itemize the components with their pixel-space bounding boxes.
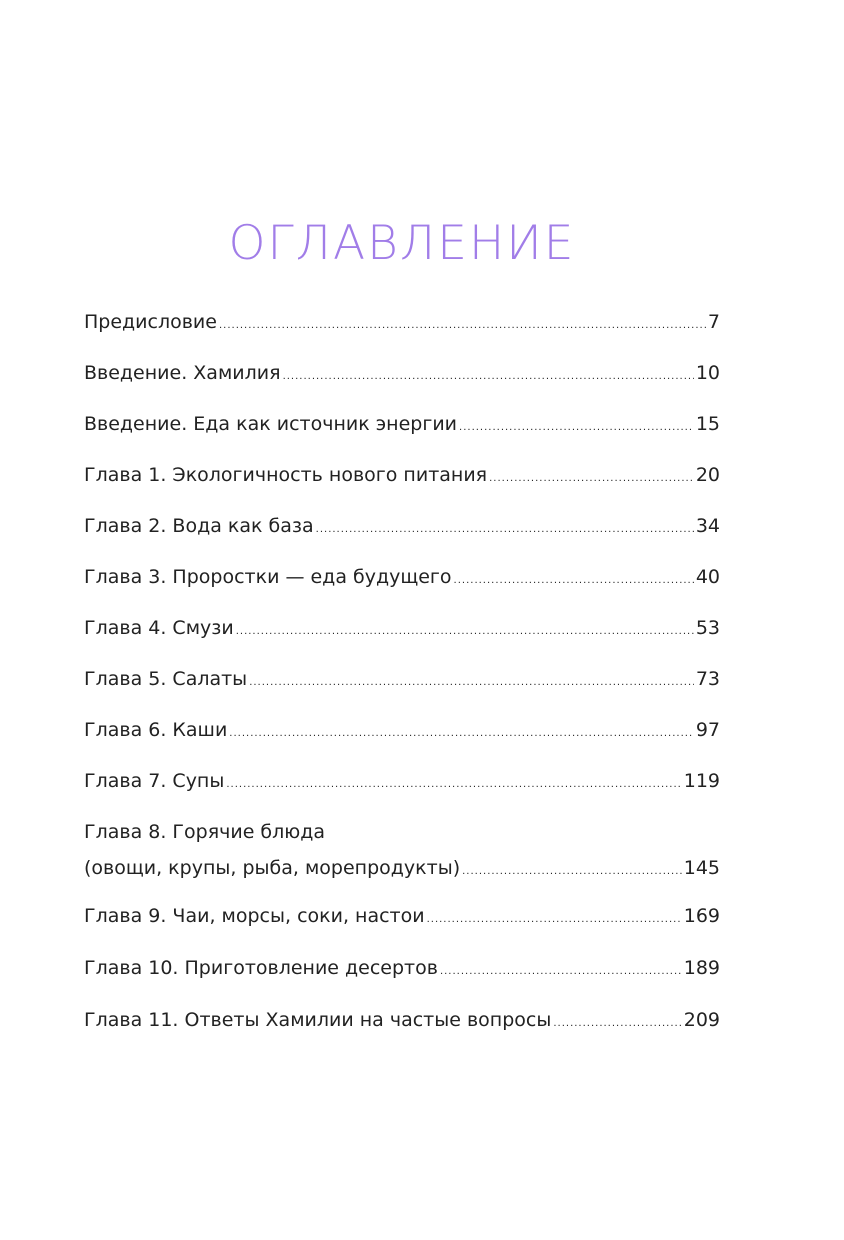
toc-entry-title-line1: Глава 8. Горячие блюда — [84, 821, 326, 843]
toc-entry-title: Глава 6. Каши — [84, 719, 228, 741]
toc-entry-title: Введение. Хамилия — [84, 362, 281, 384]
dot-leader — [236, 620, 694, 644]
toc-entry-title: Глава 3. Проростки — еда будущего — [84, 566, 452, 588]
dot-leader — [316, 518, 694, 542]
toc-entry-page: 7 — [707, 311, 720, 333]
toc-entry-page: 15 — [695, 413, 720, 435]
toc-entry[interactable] — [84, 667, 720, 695]
toc-entry[interactable] — [84, 412, 720, 440]
toc-entry-title: (овощи, крупы, рыба, морепродукты) — [84, 857, 461, 879]
toc-entry[interactable] — [84, 769, 720, 797]
dot-leader — [427, 908, 682, 932]
toc-entry-title: Глава 4. Смузи — [84, 617, 234, 639]
toc-entry[interactable] — [84, 820, 720, 884]
toc-entry-page: 53 — [695, 617, 720, 639]
toc-entry[interactable] — [84, 718, 720, 746]
toc-entry-page: 34 — [695, 515, 720, 537]
dot-leader — [249, 671, 694, 695]
dot-leader — [489, 467, 694, 491]
toc-entry-title: Глава 2. Вода как база — [84, 515, 314, 537]
toc-entry[interactable] — [84, 463, 720, 491]
toc-entry[interactable] — [84, 956, 720, 984]
toc-entry[interactable] — [84, 1008, 720, 1036]
dot-leader — [440, 960, 682, 984]
toc-entry-page: 169 — [683, 905, 720, 927]
toc-entry-title: Глава 5. Салаты — [84, 668, 248, 690]
toc-entry-title: Введение. Еда как источник энергии — [84, 413, 458, 435]
dot-leader — [454, 569, 694, 593]
toc-entry-page: 97 — [695, 719, 720, 741]
toc-entry-title: Предисловие — [84, 311, 217, 333]
dot-leader — [462, 860, 682, 884]
toc-entry[interactable] — [84, 904, 720, 932]
toc-entry-page: 189 — [683, 957, 720, 979]
toc-entry-page: 40 — [695, 566, 720, 588]
toc-entry-title: Глава 9. Чаи, морсы, соки, настои — [84, 905, 425, 927]
dot-leader — [219, 314, 706, 338]
toc-entry-title: Глава 1. Экологичность нового питания — [84, 464, 488, 486]
dot-leader — [229, 722, 694, 746]
dot-leader — [553, 1012, 681, 1036]
toc-entry[interactable] — [84, 310, 720, 338]
toc-entry-page: 73 — [695, 668, 720, 690]
toc-entry-page: 209 — [683, 1009, 720, 1031]
toc-entry-title: Глава 10. Приготовление десертов — [84, 957, 438, 979]
toc-entry-page: 20 — [695, 464, 720, 486]
toc-entry[interactable] — [84, 361, 720, 389]
toc-heading: ОГЛАВЛЕНИЕ — [228, 216, 576, 271]
toc-entry-page: 10 — [695, 362, 720, 384]
dot-leader — [283, 365, 694, 389]
toc-entry-page: 145 — [683, 857, 720, 879]
toc-entry[interactable] — [84, 565, 720, 593]
toc-entry-title: Глава 7. Супы — [84, 770, 225, 792]
toc-entry[interactable] — [84, 616, 720, 644]
toc-entry-page: 119 — [683, 770, 720, 792]
dot-leader — [459, 416, 694, 440]
toc-entry-title: Глава 11. Ответы Хамилии на частые вопросы — [84, 1009, 552, 1031]
toc-entry[interactable] — [84, 514, 720, 542]
dot-leader — [226, 773, 681, 797]
